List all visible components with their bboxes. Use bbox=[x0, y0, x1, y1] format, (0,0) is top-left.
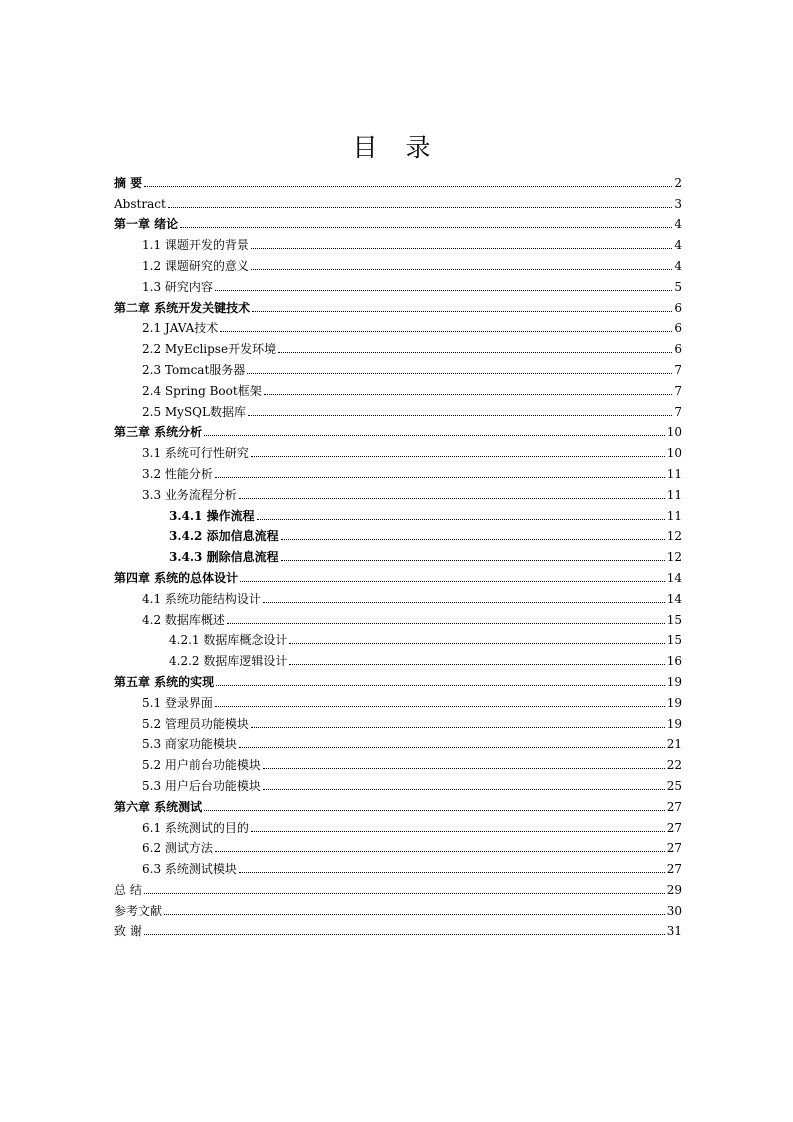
toc-entry[interactable] bbox=[114, 419, 682, 440]
toc-dot-leader bbox=[180, 226, 672, 228]
toc-entry-label: 5.3 商家功能模块 bbox=[142, 737, 237, 752]
toc-dot-leader bbox=[240, 580, 665, 582]
toc-dot-leader bbox=[251, 268, 672, 270]
toc-entry[interactable] bbox=[114, 543, 682, 564]
toc-entry[interactable] bbox=[114, 523, 682, 544]
toc-dot-leader bbox=[144, 892, 665, 894]
toc-dot-leader bbox=[216, 684, 665, 686]
toc-page-number: 30 bbox=[666, 903, 682, 918]
toc-entry-label: 5.1 登录界面 bbox=[142, 695, 213, 710]
toc-entry-label: 第五章 系统的实现 bbox=[114, 674, 215, 689]
toc-entry-label: 2.2 MyEclipse开发环境 bbox=[142, 342, 277, 357]
toc-entry-label: 第六章 系统测试 bbox=[114, 799, 203, 814]
toc-entry-label: 4.2.2 数据库逻辑设计 bbox=[169, 654, 288, 669]
toc-entry-label: 4.2 数据库概述 bbox=[142, 612, 225, 627]
toc-page-number: 19 bbox=[666, 695, 682, 710]
toc-entry[interactable] bbox=[114, 814, 682, 835]
toc-page-number: 2 bbox=[674, 175, 682, 190]
toc-dot-leader bbox=[168, 206, 673, 208]
toc-page-number: 4 bbox=[674, 238, 682, 253]
toc-dot-leader bbox=[264, 393, 673, 395]
toc-page-number: 31 bbox=[666, 924, 682, 939]
toc-dot-leader bbox=[239, 497, 665, 499]
toc-entry-label: 2.1 JAVA技术 bbox=[142, 321, 219, 336]
toc-entry-label: 6.2 测试方法 bbox=[142, 841, 213, 856]
toc-entry-label: 总 结 bbox=[114, 882, 142, 897]
toc-entry[interactable] bbox=[114, 502, 682, 523]
toc-entry[interactable] bbox=[114, 169, 682, 190]
toc-page-number: 19 bbox=[666, 674, 682, 689]
toc-entry-label: 6.3 系统测试模块 bbox=[142, 862, 237, 877]
toc-dot-leader bbox=[164, 913, 665, 915]
toc-page-number: 15 bbox=[666, 612, 682, 627]
toc-entry-label: 5.3 用户后台功能模块 bbox=[142, 778, 261, 793]
toc-page-number: 10 bbox=[666, 446, 682, 461]
toc-page-number: 7 bbox=[674, 383, 682, 398]
toc-dot-leader bbox=[215, 850, 665, 852]
toc-page-number: 4 bbox=[674, 217, 682, 232]
toc-page-number: 11 bbox=[666, 466, 682, 481]
toc-page-number: 6 bbox=[674, 300, 682, 315]
toc-entry-label: 第四章 系统的总体设计 bbox=[114, 570, 239, 585]
toc-entry-label: 2.5 MySQL数据库 bbox=[142, 404, 246, 419]
toc-entry-label: 4.2.1 数据库概念设计 bbox=[169, 633, 288, 648]
toc-entry[interactable] bbox=[114, 211, 682, 232]
toc-entry[interactable] bbox=[114, 356, 682, 377]
toc-entry[interactable] bbox=[114, 731, 682, 752]
toc-dot-leader bbox=[215, 476, 665, 478]
toc-page-number: 4 bbox=[674, 258, 682, 273]
toc-page-number: 11 bbox=[666, 508, 682, 523]
toc-dot-leader bbox=[204, 809, 665, 811]
toc-entry-label: 致 谢 bbox=[114, 924, 142, 939]
toc-entry[interactable] bbox=[114, 793, 682, 814]
toc-entry[interactable] bbox=[114, 273, 682, 294]
toc-dot-leader bbox=[251, 830, 665, 832]
toc-dot-leader bbox=[239, 871, 665, 873]
toc-page-number: 5 bbox=[674, 279, 682, 294]
toc-page-number: 11 bbox=[666, 487, 682, 502]
toc-entry[interactable] bbox=[114, 918, 682, 939]
toc-dot-leader bbox=[144, 933, 665, 935]
toc-entry-label: 6.1 系统测试的目的 bbox=[142, 820, 249, 835]
toc-dot-leader bbox=[278, 351, 672, 353]
toc-entry-label: 5.2 用户前台功能模块 bbox=[142, 758, 261, 773]
toc-entry[interactable] bbox=[114, 398, 682, 419]
toc-page-number: 27 bbox=[666, 799, 682, 814]
toc-page-number: 6 bbox=[674, 342, 682, 357]
toc-entry[interactable] bbox=[114, 689, 682, 710]
toc-entry-label: 2.3 Tomcat服务器 bbox=[142, 362, 246, 377]
toc-page-number: 10 bbox=[666, 425, 682, 440]
toc-page-number: 27 bbox=[666, 841, 682, 856]
toc-page-number: 27 bbox=[666, 820, 682, 835]
toc-dot-leader bbox=[289, 642, 664, 644]
toc-entry-label: 3.2 性能分析 bbox=[142, 466, 213, 481]
toc-entry-label: 4.1 系统功能结构设计 bbox=[142, 591, 261, 606]
toc-entry[interactable] bbox=[114, 377, 682, 398]
toc-entry[interactable] bbox=[114, 876, 682, 897]
toc-entry-label: Abstract bbox=[114, 196, 166, 211]
toc-entry[interactable] bbox=[114, 335, 682, 356]
toc-dot-leader bbox=[215, 705, 665, 707]
toc-page-number: 22 bbox=[666, 758, 682, 773]
toc-entry[interactable] bbox=[114, 439, 682, 460]
toc-entry[interactable] bbox=[114, 294, 682, 315]
toc-entry-label: 3.4.1 操作流程 bbox=[169, 508, 255, 523]
toc-entry[interactable] bbox=[114, 751, 682, 772]
toc-dot-leader bbox=[257, 518, 665, 520]
toc-entry[interactable] bbox=[114, 855, 682, 876]
toc-dot-leader bbox=[251, 455, 665, 457]
toc-entry[interactable] bbox=[114, 606, 682, 627]
toc-page-number: 27 bbox=[666, 862, 682, 877]
toc-entry-label: 参考文献 bbox=[114, 903, 163, 918]
toc-entry-label: 2.4 Spring Boot框架 bbox=[142, 383, 262, 398]
toc-entry-label: 3.4.3 删除信息流程 bbox=[169, 550, 279, 565]
toc-dot-leader bbox=[215, 289, 672, 291]
toc-entry[interactable] bbox=[114, 668, 682, 689]
toc-entry[interactable] bbox=[114, 772, 682, 793]
toc-entry[interactable] bbox=[114, 315, 682, 336]
toc-dot-leader bbox=[239, 746, 665, 748]
toc-entry[interactable] bbox=[114, 460, 682, 481]
toc-entry-label: 3.1 系统可行性研究 bbox=[142, 446, 249, 461]
toc-entry-label: 1.1 课题开发的背景 bbox=[142, 238, 249, 253]
toc-entry-label: 1.2 课题研究的意义 bbox=[142, 258, 249, 273]
toc-entry[interactable] bbox=[114, 897, 682, 918]
toc-dot-leader bbox=[289, 663, 664, 665]
toc-dot-leader bbox=[263, 788, 665, 790]
toc-page-number: 14 bbox=[666, 570, 682, 585]
toc-entry-label: 3.4.2 添加信息流程 bbox=[169, 529, 279, 544]
toc-entry-label: 3.3 业务流程分析 bbox=[142, 487, 237, 502]
toc-entry[interactable] bbox=[114, 710, 682, 731]
table-of-contents bbox=[114, 169, 682, 938]
toc-dot-leader bbox=[220, 330, 672, 332]
toc-dot-leader bbox=[252, 310, 672, 312]
toc-page-number: 6 bbox=[674, 321, 682, 336]
toc-entry[interactable] bbox=[114, 564, 682, 585]
toc-entry[interactable] bbox=[114, 231, 682, 252]
toc-entry[interactable] bbox=[114, 835, 682, 856]
toc-dot-leader bbox=[227, 622, 665, 624]
toc-entry[interactable] bbox=[114, 190, 682, 211]
toc-entry-label: 第二章 系统开发关键技术 bbox=[114, 300, 251, 315]
toc-entry[interactable] bbox=[114, 627, 682, 648]
toc-page-number: 7 bbox=[674, 404, 682, 419]
toc-page-number: 7 bbox=[674, 362, 682, 377]
toc-dot-leader bbox=[144, 185, 672, 187]
toc-entry[interactable] bbox=[114, 252, 682, 273]
toc-entry-label: 第三章 系统分析 bbox=[114, 425, 203, 440]
toc-dot-leader bbox=[247, 372, 672, 374]
toc-page-number: 19 bbox=[666, 716, 682, 731]
toc-entry[interactable] bbox=[114, 481, 682, 502]
toc-page-number: 12 bbox=[666, 550, 682, 565]
toc-entry[interactable] bbox=[114, 585, 682, 606]
toc-dot-leader bbox=[248, 414, 672, 416]
toc-entry-label: 摘 要 bbox=[114, 175, 143, 190]
toc-dot-leader bbox=[251, 247, 672, 249]
toc-page-number: 12 bbox=[666, 529, 682, 544]
toc-page-number: 16 bbox=[666, 654, 682, 669]
toc-entry[interactable] bbox=[114, 647, 682, 668]
toc-dot-leader bbox=[281, 559, 665, 561]
toc-page-number: 15 bbox=[666, 633, 682, 648]
toc-entry-label: 5.2 管理员功能模块 bbox=[142, 716, 249, 731]
toc-entry-label: 第一章 绪论 bbox=[114, 217, 179, 232]
toc-page-number: 14 bbox=[666, 591, 682, 606]
toc-page-number: 3 bbox=[674, 196, 682, 211]
toc-entry-label: 1.3 研究内容 bbox=[142, 279, 213, 294]
toc-dot-leader bbox=[263, 767, 665, 769]
toc-page-number: 21 bbox=[666, 737, 682, 752]
toc-dot-leader bbox=[204, 434, 665, 436]
toc-page-number: 25 bbox=[666, 778, 682, 793]
page-title: 目 录 bbox=[352, 133, 441, 162]
toc-page-number: 29 bbox=[666, 882, 682, 897]
toc-dot-leader bbox=[251, 726, 665, 728]
toc-dot-leader bbox=[263, 601, 665, 603]
toc-dot-leader bbox=[281, 538, 665, 540]
